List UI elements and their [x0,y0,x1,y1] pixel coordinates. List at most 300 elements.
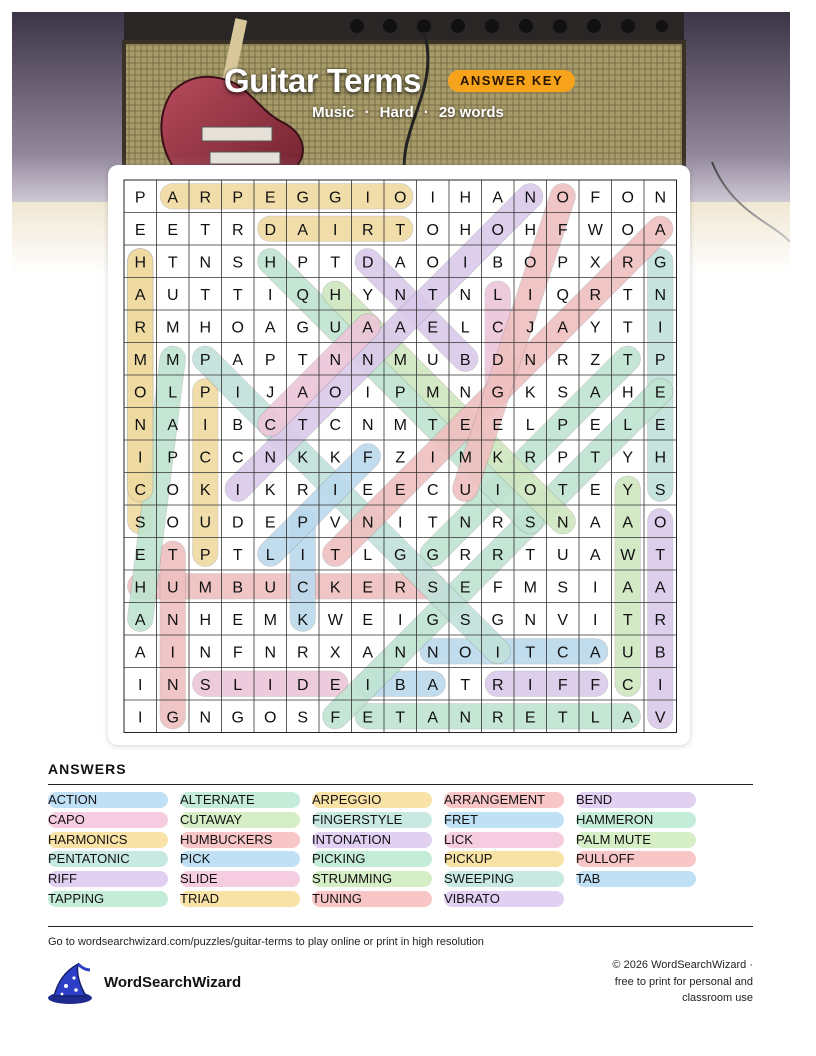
grid-letter[interactable]: P [297,514,309,532]
grid-letter[interactable]: A [622,514,634,532]
grid-letter[interactable]: A [394,319,406,337]
grid-letter[interactable]: T [395,709,406,727]
grid-letter[interactable]: N [134,416,147,434]
answer-word: TUNING [312,891,362,906]
grid-letter[interactable]: M [458,449,472,467]
grid-letter[interactable]: I [170,644,175,662]
grid-letter[interactable]: I [593,611,598,629]
grid-letter[interactable]: D [231,514,244,532]
grid-letter[interactable]: K [329,449,341,467]
grid-letter[interactable]: E [264,189,276,207]
grid-letter[interactable]: I [528,676,533,694]
grid-letter[interactable]: I [365,384,370,402]
grid-letter[interactable]: P [167,449,179,467]
grid-letter[interactable]: U [426,351,439,369]
grid-letter[interactable]: E [232,611,244,629]
grid-letter[interactable]: L [233,676,243,694]
grid-letter[interactable]: P [264,351,276,369]
category-label: Music [312,104,355,121]
grid-letter[interactable]: U [459,481,472,499]
grid-letter[interactable]: A [589,384,601,402]
grid-letter[interactable]: R [296,644,309,662]
grid-letter[interactable]: I [365,189,370,207]
grid-letter[interactable]: U [329,319,342,337]
grid-letter[interactable]: D [296,676,309,694]
grid-letter[interactable]: E [362,709,374,727]
grid-letter[interactable]: A [557,319,569,337]
grid-letter[interactable]: G [231,709,244,727]
grid-letter[interactable]: E [654,384,666,402]
grid-letter[interactable]: H [329,286,342,304]
grid-letter[interactable]: E [167,221,179,239]
grid-letter[interactable]: T [232,286,243,304]
grid-letter[interactable]: W [327,611,343,629]
grid-letter[interactable]: A [362,319,374,337]
grid-letter[interactable]: N [459,514,472,532]
grid-letter[interactable]: A [622,709,634,727]
grid-letter[interactable]: K [492,449,504,467]
grid-letter[interactable]: I [138,449,143,467]
grid-letter[interactable]: R [524,449,537,467]
grid-letter[interactable]: L [623,416,633,434]
grid-letter[interactable]: L [363,546,373,564]
grid-letter[interactable]: U [166,579,179,597]
grid-letter[interactable]: I [365,676,370,694]
grid-letter[interactable]: C [296,579,309,597]
grid-letter[interactable]: O [556,189,569,207]
grid-letter[interactable]: N [394,286,407,304]
grid-letter[interactable]: E [394,481,406,499]
grid-letter[interactable]: L [265,546,275,564]
grid-letter[interactable]: T [655,546,666,564]
grid-letter[interactable]: E [654,416,666,434]
grid-letter[interactable]: I [203,416,208,434]
grid-letter[interactable]: I [495,481,500,499]
grid-letter[interactable]: O [426,254,439,272]
grid-letter[interactable]: R [621,254,634,272]
grid-letter[interactable]: A [362,644,374,662]
grid-letter[interactable]: N [199,644,212,662]
grid-letter[interactable]: R [459,546,472,564]
grid-letter[interactable]: H [459,189,472,207]
grid-letter[interactable]: R [491,514,504,532]
grid-letter[interactable]: I [398,611,403,629]
grid-letter[interactable]: C [199,449,212,467]
grid-letter[interactable]: G [426,611,439,629]
grid-letter[interactable]: K [199,481,211,499]
grid-letter[interactable]: Y [622,449,634,467]
grid-letter[interactable]: K [297,611,309,629]
grid-letter[interactable]: O [329,384,342,402]
grid-letter[interactable]: A [297,221,309,239]
grid-letter[interactable]: E [134,546,146,564]
grid-letter[interactable]: U [199,514,212,532]
grid-letter[interactable]: Q [296,286,309,304]
grid-letter[interactable]: O [491,221,504,239]
grid-letter[interactable]: T [395,221,406,239]
grid-letter[interactable]: K [264,481,276,499]
grid-letter[interactable]: G [166,709,179,727]
grid-letter[interactable]: Z [590,351,601,369]
grid-letter[interactable]: E [589,416,601,434]
grid-letter[interactable]: G [329,189,342,207]
grid-letter[interactable]: N [524,189,537,207]
grid-letter[interactable]: T [330,546,341,564]
grid-letter[interactable]: G [394,546,407,564]
grid-letter[interactable]: T [200,221,211,239]
grid-letter[interactable]: N [166,676,179,694]
grid-letter[interactable]: N [361,351,374,369]
grid-letter[interactable]: T [590,449,601,467]
grid-letter[interactable]: T [557,709,568,727]
grid-letter[interactable]: S [654,481,666,499]
grid-letter[interactable]: I [138,709,143,727]
grid-letter[interactable]: I [658,676,663,694]
grid-letter[interactable]: S [232,254,244,272]
grid-letter[interactable]: K [329,579,341,597]
grid-letter[interactable]: P [654,351,666,369]
grid-letter[interactable]: N [394,644,407,662]
grid-letter[interactable]: A [427,709,439,727]
grid-letter[interactable]: D [491,351,504,369]
grid-letter[interactable]: R [134,319,147,337]
grid-letter[interactable]: C [491,319,504,337]
grid-letter[interactable]: B [492,254,504,272]
grid-letter[interactable]: R [231,221,244,239]
grid-letter[interactable]: O [654,514,667,532]
grid-letter[interactable]: L [168,384,178,402]
answer-word: HAMMERON [576,811,654,827]
grid-letter[interactable]: O [524,254,537,272]
grid-letter[interactable]: P [232,189,244,207]
grid-letter[interactable]: I [268,286,273,304]
grid-letter[interactable]: U [556,546,569,564]
grid-letter[interactable]: E [459,416,471,434]
grid-letter[interactable]: N [264,449,277,467]
grid-letter[interactable]: C [231,449,244,467]
grid-letter[interactable]: C [329,416,342,434]
grid-letter[interactable]: O [394,189,407,207]
grid-letter[interactable]: S [297,709,309,727]
grid-letter[interactable]: F [557,676,568,694]
grid-letter[interactable]: N [264,644,277,662]
grid-letter[interactable]: Y [362,286,374,304]
grid-letter[interactable]: S [199,676,211,694]
grid-letter[interactable]: K [524,384,536,402]
grid-letter[interactable]: F [330,709,341,727]
grid-letter[interactable]: H [621,384,634,402]
grid-letter[interactable]: L [460,319,470,337]
grid-letter[interactable]: N [524,351,537,369]
grid-letter[interactable]: M [393,351,407,369]
grid-letter[interactable]: P [557,416,569,434]
copyright-line: © 2026 WordSearchWizard · [612,959,753,971]
grid-letter[interactable]: Y [589,319,601,337]
grid-letter[interactable]: C [426,481,439,499]
copyright-notice [553,957,753,1007]
grid-letter[interactable]: E [134,221,146,239]
grid-letter[interactable]: T [427,514,438,532]
grid-letter[interactable]: O [231,319,244,337]
grid-letter[interactable]: G [296,319,309,337]
grid-letter[interactable]: F [492,579,503,597]
grid-letter[interactable]: H [199,319,212,337]
grid-letter[interactable]: R [654,611,667,629]
grid-letter[interactable]: N [459,384,472,402]
grid-letter[interactable]: R [199,189,212,207]
grid-letter[interactable]: M [166,351,180,369]
grid-letter[interactable]: A [167,416,179,434]
grid-letter[interactable]: N [524,611,537,629]
answer-item-strumming [312,871,432,887]
grid-letter[interactable]: S [557,579,569,597]
grid-letter[interactable]: M [133,351,147,369]
grid-letter[interactable]: I [528,286,533,304]
grid-letter[interactable]: M [393,416,407,434]
grid-letter[interactable]: X [589,254,601,272]
grid-letter[interactable]: H [459,221,472,239]
grid-letter[interactable]: C [134,481,147,499]
grid-letter[interactable]: A [427,676,439,694]
grid-letter[interactable]: X [329,644,341,662]
grid-letter[interactable]: I [658,319,663,337]
grid-letter[interactable]: M [523,579,537,597]
grid-letter[interactable]: I [300,546,305,564]
answer-word: TAB [576,871,601,887]
grid-letter[interactable]: S [427,579,439,597]
grid-letter[interactable]: F [590,676,601,694]
grid-letter[interactable]: T [297,416,308,434]
grid-letter[interactable]: I [398,514,403,532]
grid-letter[interactable]: V [329,514,341,532]
grid-letter[interactable]: N [361,514,374,532]
grid-letter[interactable]: D [264,221,277,239]
grid-letter[interactable]: A [134,611,146,629]
grid-letter[interactable]: R [491,546,504,564]
grid-letter[interactable]: P [394,384,406,402]
grid-letter[interactable]: R [361,221,374,239]
grid-letter[interactable]: I [235,384,240,402]
grid-letter[interactable]: I [495,644,500,662]
answer-item-fret [444,812,564,828]
grid-letter[interactable]: B [654,644,666,662]
grid-letter[interactable]: N [199,709,212,727]
grid-letter[interactable]: E [329,676,341,694]
grid-letter[interactable]: T [622,319,633,337]
grid-letter[interactable]: N [459,286,472,304]
grid-letter[interactable]: H [524,221,537,239]
grid-letter[interactable]: E [524,709,536,727]
grid-letter[interactable]: H [264,254,277,272]
grid-letter[interactable]: F [557,221,568,239]
grid-letter[interactable]: I [333,221,338,239]
grid-letter[interactable]: T [330,254,341,272]
grid-letter[interactable]: B [232,579,244,597]
grid-letter[interactable]: E [459,579,471,597]
grid-letter[interactable]: N [654,189,667,207]
grid-letter[interactable]: M [198,579,212,597]
grid-letter[interactable]: A [589,514,601,532]
grid-letter[interactable]: R [491,676,504,694]
grid-letter[interactable]: Y [622,481,634,499]
grid-letter[interactable]: I [333,481,338,499]
grid-letter[interactable]: R [556,351,569,369]
grid-letter[interactable]: P [557,254,569,272]
grid-letter[interactable]: L [493,286,503,304]
grid-letter[interactable]: A [394,254,406,272]
grid-letter[interactable]: L [525,416,535,434]
grid-letter[interactable]: W [620,546,636,564]
grid-letter[interactable]: R [394,579,407,597]
grid-letter[interactable]: A [654,221,666,239]
grid-letter[interactable]: R [296,481,309,499]
grid-letter[interactable]: B [232,416,244,434]
grid-letter[interactable]: A [589,644,601,662]
grid-letter[interactable]: I [430,189,435,207]
grid-letter[interactable]: E [264,514,276,532]
grid-letter[interactable]: E [492,416,504,434]
grid-letter[interactable]: M [426,384,440,402]
grid-letter[interactable]: P [199,384,211,402]
grid-letter[interactable]: N [166,611,179,629]
grid-letter[interactable]: T [622,286,633,304]
grid-letter[interactable]: H [134,579,147,597]
grid-letter[interactable]: J [266,384,275,402]
grid-letter[interactable]: P [297,254,309,272]
grid-letter[interactable]: F [362,449,373,467]
grid-letter[interactable]: A [134,644,146,662]
grid-letter[interactable]: G [654,254,667,272]
grid-letter[interactable]: T [427,416,438,434]
grid-letter[interactable]: L [590,709,600,727]
grid-letter[interactable]: I [268,676,273,694]
grid-letter[interactable]: P [557,449,569,467]
grid-letter[interactable]: Z [395,449,406,467]
grid-letter[interactable]: V [654,709,666,727]
answer-item-palm-mute [576,832,696,848]
grid-letter[interactable]: P [199,546,211,564]
grid-letter[interactable]: V [557,611,569,629]
answer-word: ARRANGEMENT [444,792,546,807]
grid-letter[interactable]: E [427,319,439,337]
grid-letter[interactable]: O [621,189,634,207]
grid-letter[interactable]: E [589,481,601,499]
grid-letter[interactable]: G [426,546,439,564]
grid-letter[interactable]: A [134,286,146,304]
grid-letter[interactable]: M [263,611,277,629]
grid-letter[interactable]: I [463,254,468,272]
grid-letter[interactable]: S [557,384,569,402]
grid-letter[interactable]: E [362,579,374,597]
grid-letter[interactable]: O [426,221,439,239]
grid-letter[interactable]: A [622,579,634,597]
grid-letter[interactable]: N [556,514,569,532]
grid-letter[interactable]: F [590,189,601,207]
grid-letter[interactable]: T [557,481,568,499]
grid-letter[interactable]: O [524,481,537,499]
grid-letter[interactable]: O [264,709,277,727]
word-search-grid[interactable] [108,165,690,745]
grid-letter[interactable]: O [134,384,147,402]
grid-letter[interactable]: G [296,189,309,207]
grid-letter[interactable]: S [459,611,471,629]
grid-letter[interactable]: H [134,254,147,272]
grid-letter[interactable]: N [329,351,342,369]
grid-letter[interactable]: A [492,189,504,207]
grid-letter[interactable]: A [232,351,244,369]
grid-letter[interactable]: A [264,319,276,337]
grid-letter[interactable]: N [459,709,472,727]
grid-letter[interactable]: B [459,351,471,369]
grid-letter[interactable]: T [167,254,178,272]
grid-letter[interactable]: A [167,189,179,207]
grid-letter[interactable]: H [199,611,212,629]
grid-letter[interactable]: T [525,546,536,564]
grid-letter[interactable]: N [654,286,667,304]
grid-letter[interactable]: N [199,254,212,272]
grid-letter[interactable]: O [166,514,179,532]
grid-letter[interactable]: T [297,351,308,369]
grid-letter[interactable]: R [589,286,602,304]
grid-letter[interactable]: M [166,319,180,337]
grid-letter[interactable]: W [587,221,603,239]
grid-letter[interactable]: B [394,676,406,694]
grid-letter[interactable]: I [593,579,598,597]
grid-letter[interactable]: U [621,644,634,662]
grid-letter[interactable]: T [460,676,471,694]
grid-letter[interactable]: K [297,449,309,467]
grid-letter[interactable]: T [525,644,536,662]
grid-letter[interactable]: I [138,676,143,694]
grid-letter[interactable]: F [232,644,243,662]
grid-letter[interactable]: T [622,351,633,369]
grid-letter[interactable]: N [361,416,374,434]
grid-letter[interactable]: Q [556,286,569,304]
grid-letter[interactable]: T [167,546,178,564]
grid-letter[interactable]: H [654,449,667,467]
grid-letter[interactable]: U [166,286,179,304]
grid-letter[interactable]: A [654,579,666,597]
grid-letter[interactable]: T [200,286,211,304]
grid-letter[interactable]: N [426,644,439,662]
grid-letter[interactable]: P [134,189,146,207]
grid-letter[interactable]: I [430,449,435,467]
grid-letter[interactable]: O [459,644,472,662]
grid-letter[interactable]: G [491,384,504,402]
grid-letter[interactable]: T [232,546,243,564]
grid-letter[interactable]: C [264,416,277,434]
grid-letter[interactable]: O [621,221,634,239]
grid-letter[interactable]: I [235,481,240,499]
grid-letter[interactable]: T [622,611,633,629]
grid-letter[interactable]: A [589,546,601,564]
grid-letter[interactable]: T [427,286,438,304]
grid-letter[interactable]: P [199,351,211,369]
grid-letter[interactable]: J [526,319,535,337]
grid-letter[interactable]: O [166,481,179,499]
grid-letter[interactable]: S [524,514,536,532]
grid-letter[interactable]: E [362,481,374,499]
grid-letter[interactable]: D [361,254,374,272]
grid-letter[interactable]: C [621,676,634,694]
grid-letter[interactable]: G [491,611,504,629]
grid-letter[interactable]: S [134,514,146,532]
grid-letter[interactable]: U [264,579,277,597]
grid-letter[interactable]: A [297,384,309,402]
grid-letter[interactable]: C [556,644,569,662]
grid-letter[interactable]: R [491,709,504,727]
grid-letter[interactable]: E [362,611,374,629]
